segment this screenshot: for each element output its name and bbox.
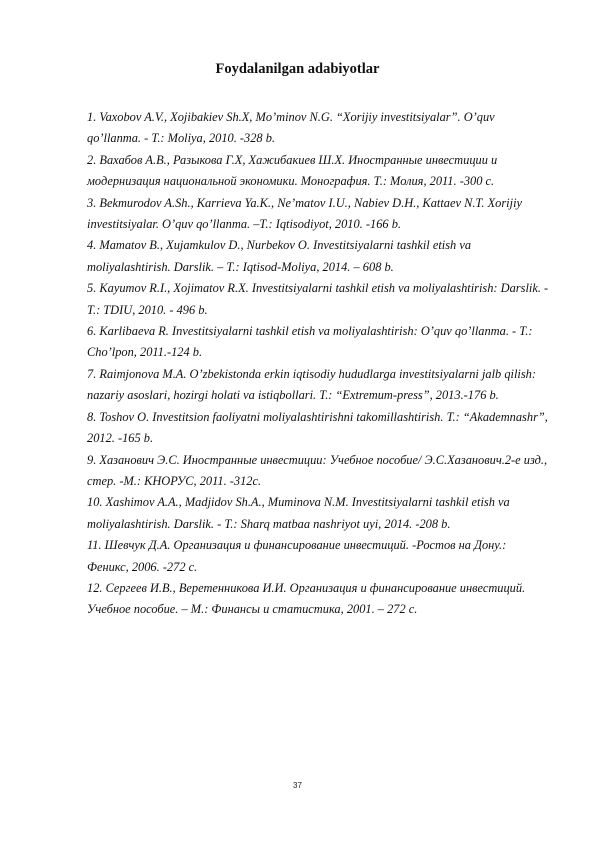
reference-item: 5. Kayumov R.I., Xojimatov R.X. Investitsiyalarni tashkil etish va moliyalashtirish: Darslik. - T.: TDIU, 2010. - 496 b. — [87, 281, 549, 317]
reference-item: 3. Bekmurodov A.Sh., Karrieva Ya.K., Ne’matov I.U., Nabiev D.H., Kattaev N.T. Xorijiy investitsiyalar. O’quv qo’llanma. –T.: Iqtisodiyot, 2010. -166 b. — [87, 195, 523, 232]
reference-list — [87, 107, 549, 621]
reference-item: 6. Karlibaeva R. Investitsiyalarni tashkil etish va moliyalashtirish: O’quv qo’llanma. - T.: Cho’lpon, 2011.-124 b. — [87, 324, 533, 360]
reference-item: 7. Raimjonova M.A. O’zbekistonda erkin iqtisodiy hududlarga investitsiyalarni jalb qilish: nazariy asoslari, hozirgi holati va istiqbollari. T.: “Extremum-press”, 2013.-176 b. — [87, 366, 537, 403]
reference-item: 10. Xashimov A.A., Madjidov Sh.A., Muminova N.M. Investitsiyalarni tashkil etish va moliyalashtirish. Darslik. - T.: Sharq matbaa nashriyot uyi, 2014. -208 b. — [87, 495, 510, 531]
page-title: Foydalanilgan adabiyotlar — [215, 61, 380, 77]
reference-item: 11. Шевчук Д.А. Организация и финансирование инвестиций. -Ростов на Дону.: Феникс, 2006. -272 с. — [87, 538, 507, 574]
reference-item: 4. Mamatov B., Xujamkulov D., Nurbekov O. Investitsiyalarni tashkil etish va moliyalashtirish. Darslik. – T.: Iqtisod-Moliya, 2014. – 608 b. — [87, 238, 472, 274]
reference-item: 9. Хазанович Э.С. Иностранные инвестиции: Учебное пособие/ Э.С.Хазанович.2-е изд., стер. -М.: КНОРУС, 2011. -312с. — [87, 452, 548, 488]
page-number: 37 — [293, 781, 302, 790]
reference-item: 1. Vaxobov A.V., Xojibakiev Sh.X, Mo’minov N.G. “Xorijiy investitsiyalar”. O’quv qo’llanma. - T.: Moliya, 2010. -328 b. — [87, 110, 495, 146]
reference-item: 8. Toshov O. Investitsion faoliyatni moliyalashtirishni takomillashtirish. T.: “Akademnashr”, 2012. -165 b. — [87, 409, 548, 446]
reference-item: 12. Сергеев И.В., Веретенникова И.И. Организация и финансирование инвестиций. Учебное пособие. – М.: Финансы и статистика, 2001. – 272 с. — [87, 580, 526, 617]
reference-item: 2. Вахабов А.В., Разыкова Г.Х, Хажибакиев Ш.Х. Иностранные инвестиции и модернизация национальной экономики. Монография. Т.: Молия, 2011. -300 с. — [87, 152, 498, 189]
